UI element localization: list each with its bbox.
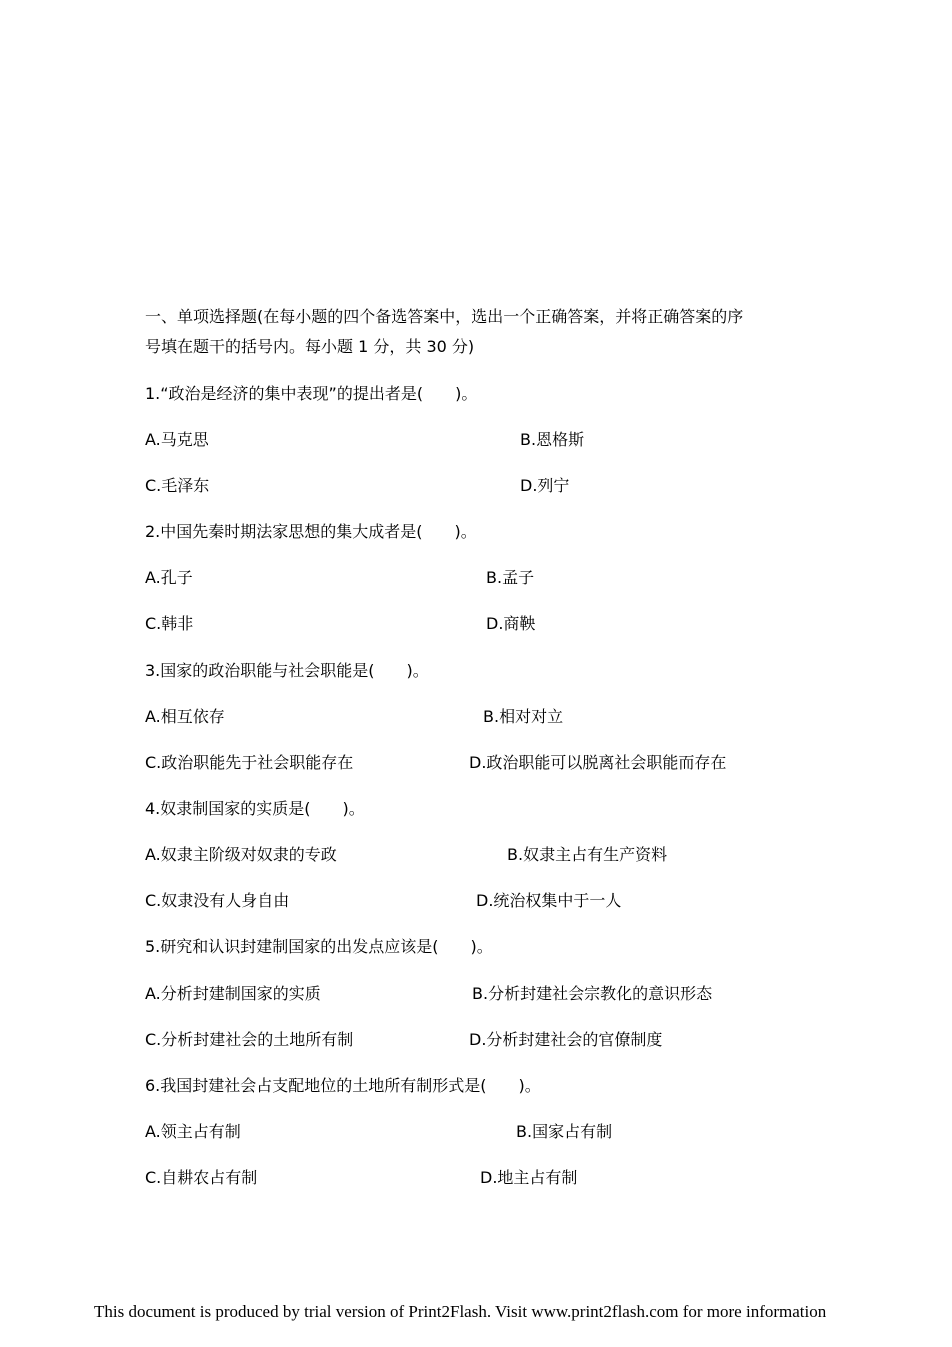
question-1-stem: 1.“政治是经济的集中表现”的提出者是( )。 [145,384,478,403]
question-5-option-c: C.分析封建社会的土地所有制 [145,1030,354,1049]
question-3-option-b: B.相对对立 [483,707,564,726]
question-5-option-b: B.分析封建社会宗教化的意识形态 [472,984,713,1003]
question-2-option-a: A.孔子 [145,568,193,587]
question-2-stem: 2.中国先秦时期法家思想的集大成者是( )。 [145,522,477,541]
question-3-stem: 3.国家的政治职能与社会职能是( )。 [145,661,429,680]
section-heading-line-2: 号填在题干的括号内。每小题 1 分，共 30 分) [145,337,475,356]
question-4-option-a: A.奴隶主阶级对奴隶的专政 [145,845,337,864]
question-2-option-c: C.韩非 [145,614,194,633]
question-4-option-c: C.奴隶没有人身自由 [145,891,290,910]
question-6-option-d: D.地主占有制 [480,1168,578,1187]
question-1-option-d: D.列宁 [520,476,570,495]
question-4-option-d: D.统治权集中于一人 [476,891,622,910]
question-3-option-c: C.政治职能先于社会职能存在 [145,753,354,772]
question-1-option-b: B.恩格斯 [520,430,585,449]
section-heading-line-1: 一、单项选择题(在每小题的四个备选答案中，选出一个正确答案，并将正确答案的序 [145,307,744,326]
question-1-option-a: A.马克思 [145,430,209,449]
question-2-option-b: B.孟子 [486,568,535,587]
question-1-option-c: C.毛泽东 [145,476,210,495]
question-5-option-a: A.分析封建制国家的实质 [145,984,321,1003]
question-6-option-b: B.国家占有制 [516,1122,613,1141]
question-4-option-b: B.奴隶主占有生产资料 [507,845,668,864]
question-6-stem: 6.我国封建社会占支配地位的土地所有制形式是( )。 [145,1076,541,1095]
question-5-option-d: D.分析封建社会的官僚制度 [469,1030,663,1049]
question-2-option-d: D.商鞅 [486,614,536,633]
question-3-option-a: A.相互依存 [145,707,225,726]
question-5-stem: 5.研究和认识封建制国家的出发点应该是( )。 [145,937,493,956]
question-4-stem: 4.奴隶制国家的实质是( )。 [145,799,365,818]
question-6-option-c: C.自耕农占有制 [145,1168,258,1187]
question-3-option-d: D.政治职能可以脱离社会职能而存在 [469,753,727,772]
question-6-option-a: A.领主占有制 [145,1122,241,1141]
trial-version-footer: This document is produced by trial version of Print2Flash. Visit www.print2flash.com for more information [94,1302,827,1321]
